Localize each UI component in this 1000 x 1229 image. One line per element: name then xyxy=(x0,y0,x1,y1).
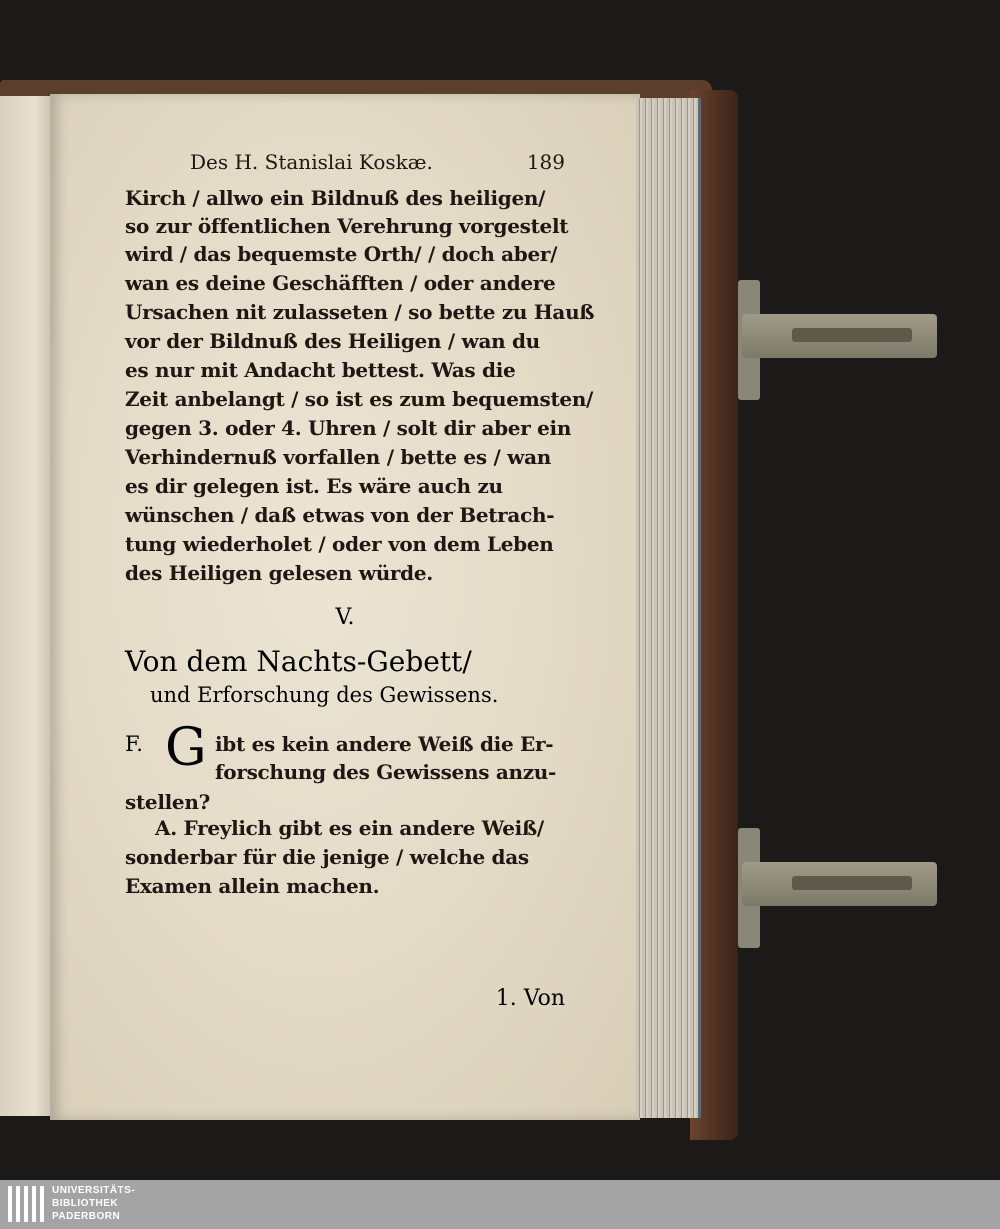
text-line: Ursachen nit zulasseten / so bette zu Hauß xyxy=(125,300,595,324)
text-line: sonderbar für die jenige / welche das xyxy=(125,845,529,869)
library-name-line: PADERBORN xyxy=(52,1211,121,1222)
text-line: tung wiederholet / oder von dem Leben xyxy=(125,532,554,556)
section-number: V. xyxy=(335,605,355,630)
text-line: Kirch / allwo ein Bildnuß des heiligen/ xyxy=(125,186,546,210)
text-line: forschung des Gewissens anzu- xyxy=(215,760,557,784)
text-line: des Heiligen gelesen würde. xyxy=(125,561,433,585)
section-heading: Von dem Nachts-Gebett/ xyxy=(125,645,472,678)
text-line: Verhindernuß vorfallen / bette es / wan xyxy=(125,445,551,469)
text-line: Examen allein machen. xyxy=(125,874,380,898)
text-line: A. Freylich gibt es ein andere Weiß/ xyxy=(155,816,544,840)
paragraph-1 xyxy=(125,186,595,586)
text-line: vor der Bildnuß des Heiligen / wan du xyxy=(125,329,540,353)
upper-clasp xyxy=(732,280,942,400)
answer-paragraph xyxy=(125,816,565,906)
library-name-line: BIBLIOTHEK xyxy=(52,1198,119,1209)
running-title: Des H. Stanislai Koskæ. xyxy=(190,150,433,174)
left-page-edge xyxy=(0,96,50,1116)
text-line: es nur mit Andacht bettest. Was die xyxy=(125,358,516,382)
text-line: so zur öffentlichen Verehrung vorgestelt xyxy=(125,214,569,238)
text-line: ibt es kein andere Weiß die Er- xyxy=(215,732,554,756)
text-line: stellen? xyxy=(125,790,211,814)
section-subheading: und Erforschung des Gewissens. xyxy=(150,683,499,707)
library-footer xyxy=(0,1180,1000,1229)
page-edges xyxy=(636,98,701,1118)
library-name-line: UNIVERSITÄTS- xyxy=(52,1185,136,1196)
question-label: F. xyxy=(125,732,143,756)
lower-clasp xyxy=(732,828,942,948)
text-line: wan es deine Geschäfften / oder andere xyxy=(125,271,556,295)
question-paragraph xyxy=(125,732,565,822)
text-line: Zeit anbelangt / so ist es zum bequemsten/ xyxy=(125,387,594,411)
page-number: 189 xyxy=(526,150,565,174)
library-name xyxy=(52,1184,135,1223)
catchword: 1. Von xyxy=(495,986,565,1011)
text-line: wird / das bequemste Orth/ / doch aber/ xyxy=(125,242,558,266)
text-line: wünschen / daß etwas von der Betrach- xyxy=(125,503,555,527)
library-logo-icon xyxy=(8,1186,44,1222)
text-line: es dir gelegen ist. Es wäre auch zu xyxy=(125,474,503,498)
running-head xyxy=(125,150,565,184)
text-line: gegen 3. oder 4. Uhren / solt dir aber ein xyxy=(125,416,572,440)
drop-cap: G xyxy=(165,718,207,778)
